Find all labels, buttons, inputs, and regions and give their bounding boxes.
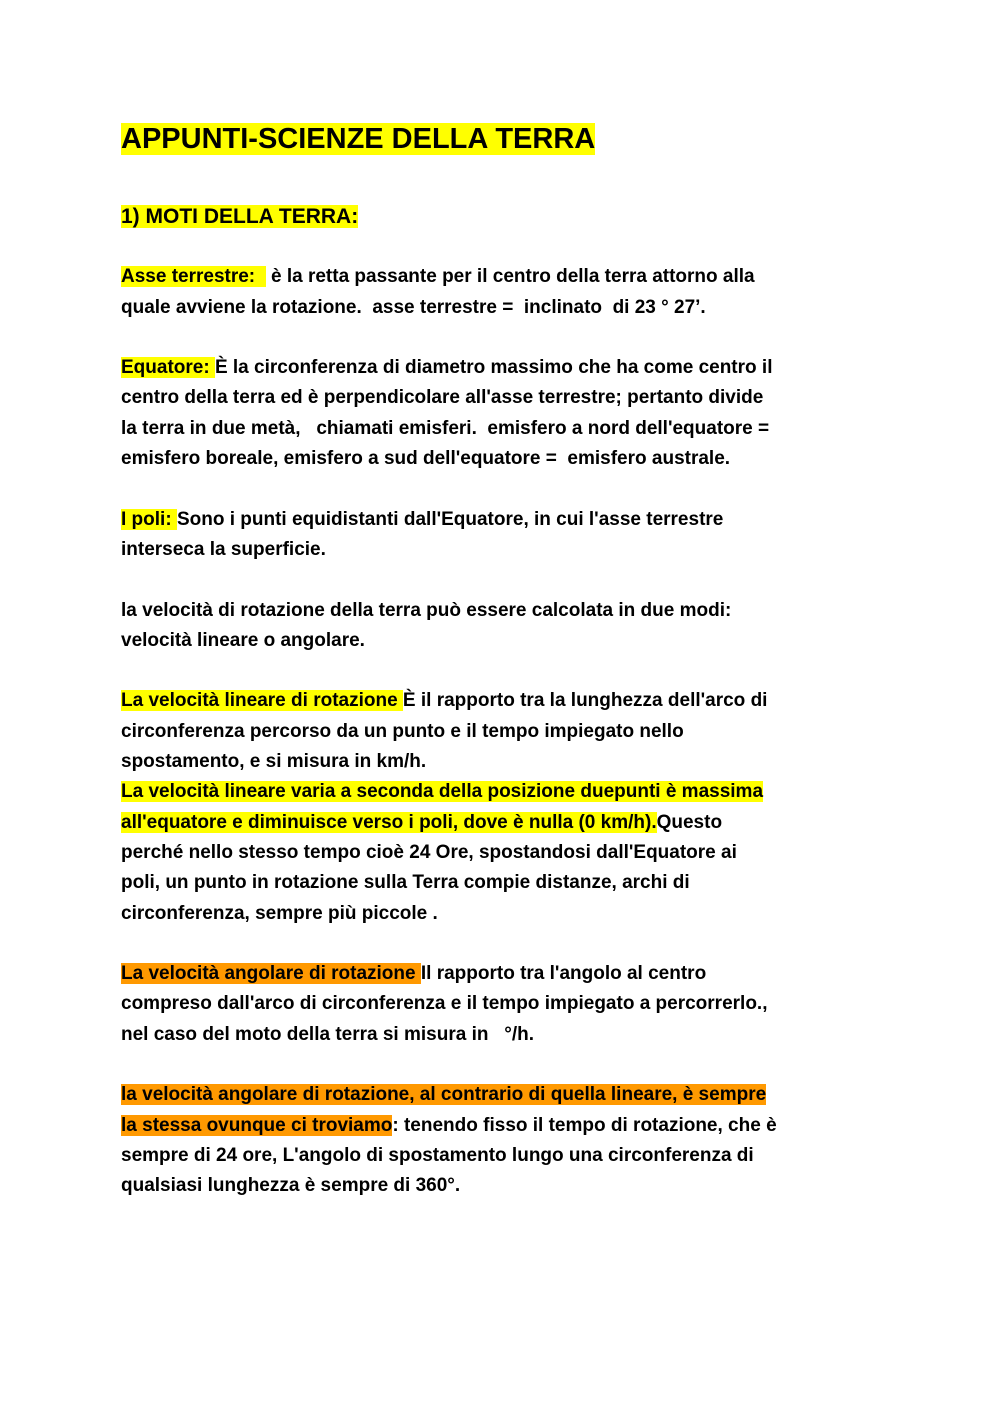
highlighted-term: Asse terrestre: bbox=[121, 266, 266, 288]
text-line bbox=[121, 959, 901, 989]
paragraph bbox=[121, 959, 901, 1050]
section-heading-highlight: 1) MOTI DELLA TERRA: bbox=[121, 205, 359, 228]
text-line bbox=[121, 1020, 901, 1050]
text-line bbox=[121, 1141, 901, 1171]
text-line bbox=[121, 808, 901, 838]
document-title bbox=[121, 118, 901, 160]
text-line bbox=[121, 717, 901, 747]
paragraph-spacer bbox=[121, 656, 901, 686]
section-heading bbox=[121, 202, 901, 232]
body-text: circonferenza percorso da un punto e il tempo impiegato nello bbox=[121, 720, 684, 742]
body-text: È la circonferenza di diametro massimo che ha come centro il bbox=[214, 357, 773, 379]
text-line bbox=[121, 414, 901, 444]
paragraph bbox=[121, 353, 901, 474]
body-text: spostamento, e si misura in km/h. bbox=[121, 751, 427, 773]
paragraphs-container bbox=[121, 262, 901, 1201]
body-text: perché nello stesso tempo cioè 24 Ore, spostandosi dall'Equatore ai bbox=[121, 841, 737, 863]
text-line bbox=[121, 596, 901, 626]
paragraph bbox=[121, 1080, 901, 1201]
paragraph bbox=[121, 262, 901, 323]
body-text: Il rapporto tra l'angolo al centro bbox=[420, 963, 707, 985]
text-line bbox=[121, 353, 901, 383]
text-line bbox=[121, 989, 901, 1019]
body-text: Sono i punti equidistanti dall'Equatore, in cui l'asse terrestre bbox=[176, 508, 724, 530]
text-line bbox=[121, 444, 901, 474]
spacer bbox=[121, 232, 901, 262]
text-line bbox=[121, 383, 901, 413]
text-line bbox=[121, 777, 901, 807]
paragraph-spacer bbox=[121, 323, 901, 353]
highlighted-term: all'equatore e diminuisce verso i poli, dove è nulla (0 km/h). bbox=[121, 811, 657, 833]
paragraph bbox=[121, 505, 901, 566]
body-text: quale avviene la rotazione. asse terrestre = inclinato di 23 ° 27’. bbox=[121, 296, 706, 318]
text-line bbox=[121, 535, 901, 565]
body-text: poli, un punto in rotazione sulla Terra compie distanze, archi di bbox=[121, 872, 690, 894]
text-line bbox=[121, 1111, 901, 1141]
text-line bbox=[121, 293, 901, 323]
highlighted-term: I poli: bbox=[121, 508, 177, 530]
body-text: la terra in due metà, chiamati emisferi. emisfero a nord dell'equatore = bbox=[121, 417, 770, 439]
highlighted-term: La velocità lineare di rotazione bbox=[121, 690, 403, 712]
document-content bbox=[121, 118, 901, 1202]
highlighted-term: La velocità lineare varia a seconda della posizione duepunti è massima bbox=[121, 781, 764, 803]
paragraph-spacer bbox=[121, 474, 901, 504]
text-line bbox=[121, 838, 901, 868]
paragraph-spacer bbox=[121, 1050, 901, 1080]
text-line bbox=[121, 262, 901, 292]
paragraph-spacer bbox=[121, 565, 901, 595]
body-text: è la retta passante per il centro della terra attorno alla bbox=[265, 266, 755, 288]
body-text: : tenendo fisso il tempo di rotazione, che è bbox=[392, 1114, 777, 1136]
body-text: interseca la superficie. bbox=[121, 538, 326, 560]
body-text: nel caso del moto della terra si misura in °/h. bbox=[121, 1023, 535, 1045]
body-text: sempre di 24 ore, L'angolo di spostamento lungo una circonferenza di bbox=[121, 1144, 754, 1166]
highlighted-term: la velocità angolare di rotazione, al contrario di quella lineare, è sempre bbox=[121, 1084, 767, 1106]
text-line bbox=[121, 626, 901, 656]
body-text: la velocità di rotazione della terra può essere calcolata in due modi: bbox=[121, 599, 732, 621]
body-text: centro della terra ed è perpendicolare all'asse terrestre; pertanto divide bbox=[121, 387, 764, 409]
highlighted-term: la stessa ovunque ci troviamo bbox=[121, 1114, 393, 1136]
title-highlight: APPUNTI-SCIENZE DELLA TERRA bbox=[121, 123, 596, 155]
paragraph bbox=[121, 596, 901, 657]
body-text: circonferenza, sempre più piccole . bbox=[121, 902, 438, 924]
text-line bbox=[121, 899, 901, 929]
text-line bbox=[121, 686, 901, 716]
body-text: È il rapporto tra la lunghezza dell'arco di bbox=[402, 690, 768, 712]
highlighted-term: La velocità angolare di rotazione bbox=[121, 963, 421, 985]
text-line bbox=[121, 747, 901, 777]
body-text: Questo bbox=[656, 811, 723, 833]
text-line bbox=[121, 1080, 901, 1110]
body-text: qualsiasi lunghezza è sempre di 360°. bbox=[121, 1175, 461, 1197]
body-text: velocità lineare o angolare. bbox=[121, 629, 365, 651]
paragraph-spacer bbox=[121, 929, 901, 959]
text-line bbox=[121, 868, 901, 898]
body-text: emisfero boreale, emisfero a sud dell'equatore = emisfero australe. bbox=[121, 448, 731, 470]
text-line bbox=[121, 1171, 901, 1201]
body-text: compreso dall'arco di circonferenza e il tempo impiegato a percorrerlo., bbox=[121, 993, 768, 1015]
highlighted-term: Equatore: bbox=[121, 357, 215, 379]
paragraph bbox=[121, 686, 901, 928]
text-line bbox=[121, 505, 901, 535]
